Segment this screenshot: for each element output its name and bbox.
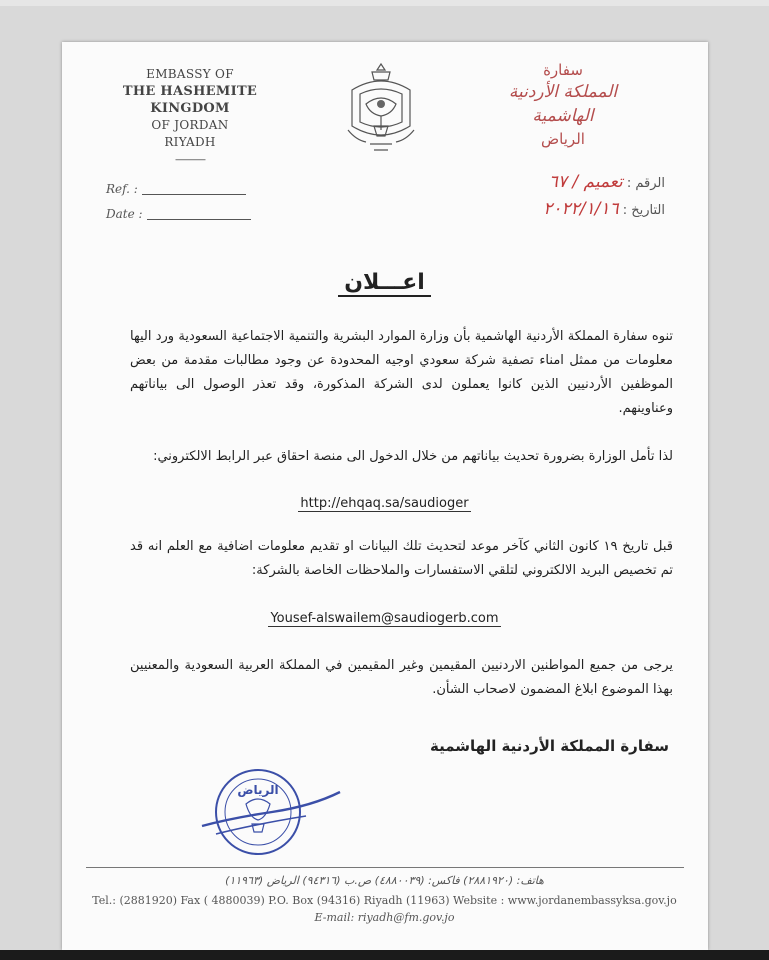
coat-of-arms-icon — [344, 60, 418, 156]
embassy-name-english — [100, 66, 280, 168]
bottom-band — [0, 950, 769, 960]
embassy-ar-line1: سفارة — [543, 61, 583, 79]
embassy-ar-line2: المملكة الأردنية الهاشمية — [508, 82, 618, 126]
official-stamp-icon — [196, 764, 346, 860]
stamp-text: الرياض — [237, 783, 279, 797]
paragraph-3: قبل تاريخ ١٩ كانون الثاني كآخر موعد لتحديث تلك البيانات او تقديم معلومات اضافية مع العلم انه قد تم تخصيص البريد الالكتروني لتلقي الاستفسارات والملاحظات الخاصة بالشركة: — [130, 539, 673, 578]
date-field — [106, 207, 251, 221]
footer-arabic: هاتف: (٢٨٨١٩٢٠) فاكس: (٤٨٨٠٠٣٩) ص.ب (٩٤٣١٦) الرياض (١١٩٦٣) — [225, 874, 544, 887]
paragraph-2: لذا تأمل الوزارة بضرورة تحديث بياناتهم من خلال الدخول الى منصة احقاق عبر الرابط الالكتروني: — [153, 449, 673, 464]
ar-date-label: التاريخ : — [622, 203, 665, 218]
date-line — [147, 219, 251, 220]
ref-field — [106, 182, 246, 196]
embassy-ar-line3: الرياض — [541, 130, 585, 148]
top-bar — [0, 0, 769, 6]
footer-divider — [86, 867, 684, 868]
ar-date-field — [535, 199, 665, 219]
embassy-en-line4: RIYADH — [164, 135, 216, 149]
ar-date-value: ٢٠٢٢/١/١٦ — [543, 199, 619, 219]
embassy-en-line3: OF JORDAN — [151, 118, 229, 132]
ehqaq-link[interactable] — [0, 496, 769, 511]
footer-english: Tel.: (2881920) Fax ( 4880039) P.O. Box (94316) Riyadh (11963) Website : www.jordanembassyksa.gov.jo — [92, 894, 677, 907]
footer-email: E-mail: riyadh@fm.gov.jo — [314, 911, 455, 924]
email-link-text[interactable]: Yousef-alswailem@saudiogerb.com — [270, 611, 499, 626]
ref-label: Ref. : — [106, 182, 138, 196]
embassy-en-line1: EMBASSY OF — [146, 67, 234, 81]
embassy-en-divider: ——— — [175, 153, 205, 166]
email-link[interactable] — [0, 611, 769, 626]
paragraph-1: تنوه سفارة المملكة الأردنية الهاشمية بأن وزارة الموارد البشرية والتنمية الاجتماعية السعودية ورد اليها معلومات من ممثل امناء تصفية شركة سعودي اوجيه المحدودة عن وجود مطالبات مقدمة من بعض الموظفين الأردنيين الذين كانوا يعملون لدى الشركة المذكورة، وقد تعذر الوصول الى بياناتهم وعناوينهم. — [130, 329, 673, 416]
paragraph-4: يرجى من جميع المواطنين الاردنيين المقيمين وغير المقيمين في المملكة العربية السعودية والمعنيين بهذا الموضوع ابلاغ المضمون لاصحاب الشأن. — [130, 658, 673, 697]
ref-line — [142, 194, 246, 195]
ehqaq-link-text[interactable]: http://ehqaq.sa/saudioger — [300, 496, 469, 511]
ar-number-value: تعميم / ٦٧ — [548, 172, 623, 192]
ar-number-field — [541, 172, 665, 192]
date-label: Date : — [106, 207, 143, 221]
embassy-name-arabic — [498, 60, 628, 150]
embassy-en-line2: THE HASHEMITE KINGDOM — [122, 84, 258, 116]
ar-number-label: الرقم : — [626, 176, 665, 191]
announcement-title — [0, 270, 769, 295]
announcement-title-text: اعـــلان — [338, 270, 431, 297]
signature-block: سفارة المملكة الأردنية الهاشمية — [430, 737, 669, 755]
